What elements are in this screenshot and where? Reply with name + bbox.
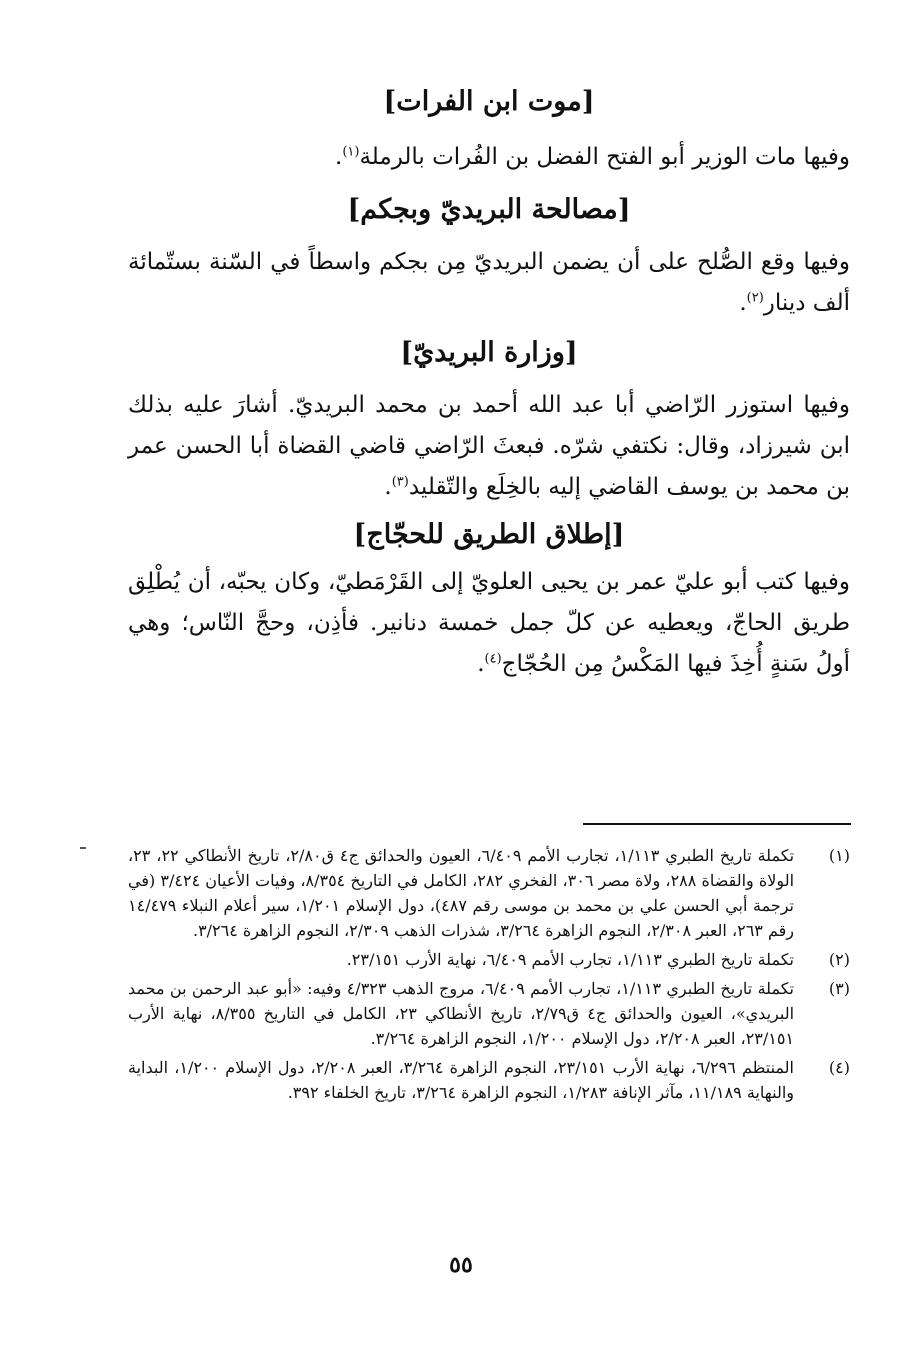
footnote-ref-1: (١) — [342, 144, 360, 160]
section-heading-baridi-bajkam-peace: [مصالحة البريديّ وبجكم] — [347, 194, 631, 225]
paragraph-3-text: وفيها استوزر الرّاضي أبا عبد الله أحمد بن محمد البريديّ. أشارَ عليه بذلك ابن شيرزاد، وقال: نكتفي شرّه. فبعثَ الرّاضي قاضي القضاة أبا الحسن عمر بن محمد بن يوسف القاضي إليه بالخِلَع والتّقليد — [128, 392, 850, 500]
footnote-ref-4: (٤) — [484, 651, 502, 667]
footnote-number: (٢) — [828, 950, 850, 969]
footnote-text: تكملة تاريخ الطبري ١/١١٣، تجارب الأمم ٦/٤٠٩، نهاية الأرب ٢٣/١٥١. — [346, 950, 794, 969]
paragraph-2 — [128, 242, 850, 324]
paragraph-4 — [128, 562, 850, 685]
footnotes-section — [128, 843, 850, 1109]
footnote-ref-3: (٣) — [391, 474, 409, 490]
footnote-separator-rule — [583, 823, 851, 825]
footnote-number: (٤) — [828, 1058, 850, 1077]
footnote-text: المنتظم ٦/٢٩٦، نهاية الأرب ٢٣/١٥١، النجوم الزاهرة ٣/٢٦٤، العبر ٢/٢٠٨، دول الإسلام ١/٢٠٠، البداية والنهاية ١١/١٨٩، مآثر الإنافة ١/٢٨٣، النجوم الزاهرة ٣/٢٦٤، تاريخ الخلفاء ٣٩٢. — [128, 1058, 794, 1102]
footnote-2 — [128, 947, 850, 972]
paragraph-1-end: . — [335, 144, 343, 170]
paragraph-1-text: وفيها مات الوزير أبو الفتح الفضل بن الفُرات بالرملة — [359, 144, 850, 170]
section-heading-pilgrim-road: [إطلاق الطريق للحجّاج] — [353, 519, 625, 550]
footnote-number: (١) — [828, 846, 850, 865]
footnote-text: تكملة تاريخ الطبري ١/١١٣، تجارب الأمم ٦/٤٠٩، مروج الذهب ٤/٣٢٣ وفيه: «أبو عبد الرحمن بن محمد البريدي»، العيون والحدائق ج٤ ق٢/٧٩، تاريخ الأنطاكي ٢٣، الكامل في التاريخ ٨/٣٥٥، نهاية الأرب ٢٣/١٥١، العبر ٢/٢٠٨، دول الإسلام ١/٢٠٠، النجوم الزاهرة ٣/٢٦٤. — [128, 979, 795, 1048]
paragraph-2-end: . — [739, 290, 747, 316]
footnote-3 — [128, 976, 850, 1051]
footnote-text: تكملة تاريخ الطبري ١/١١٣، تجارب الأمم ٦/٤٠٩، العيون والحدائق ج٤ ق٢/٨٠، تاريخ الأنطاكي ٢٢، ٢٣، الولاة والقضاة ٢٨٨، ولاة مصر ٣٠٦، الفخري ٢٨٢، الكامل في التاريخ ٨/٣٥٤، وفيات الأعيان ٣/٤٢٤ (في ترجمة أبي الحسن علي بن محمد بن موسى رقم ٤٨٧)، دول الإسلام ١/٢٠١، سير أعلام النبلاء ١٤/٤٧٩ رقم ٢٦٣، العبر ٢/٣٠٨، النجوم الزاهرة ٣/٢٦٤، شذرات الذهب ٢/٣٠٩، النجوم الزاهرة ٣/٢٦٤. — [128, 846, 795, 940]
paragraph-3 — [128, 385, 850, 508]
section-heading-baridi-vizierate: [وزارة البريديّ] — [400, 337, 578, 368]
paragraph-1 — [128, 137, 850, 178]
footnote-1 — [128, 843, 850, 943]
footnote-ref-2: (٢) — [746, 290, 764, 306]
margin-mark — [80, 847, 86, 849]
paragraph-2-text: وفيها وقع الصُّلح على أن يضمن البريديّ مِن بجكم واسطاً في السّنة بستّمائة ألف دينار — [128, 249, 850, 316]
paragraph-3-end: . — [384, 474, 392, 500]
section-heading-ibn-al-furat-death: [موت ابن الفرات] — [383, 86, 595, 117]
page-number: ٥٥ — [449, 1252, 473, 1278]
footnote-4 — [128, 1055, 850, 1105]
footnote-number: (٣) — [828, 979, 850, 998]
paragraph-4-end: . — [477, 651, 485, 677]
paragraph-4-text: وفيها كتب أبو عليّ عمر بن يحيى العلويّ إلى القَرْمَطيّ، وكان يحبّه، أن يُطْلِق طريق الحاجّ، ويعطيه عن كلّ جمل خمسة دنانير. فأذِن، وحجَّ النّاس؛ وهي أولُ سَنةٍ أُخِذَ فيها المَكْسُ مِن الحُجّاج — [128, 569, 850, 677]
